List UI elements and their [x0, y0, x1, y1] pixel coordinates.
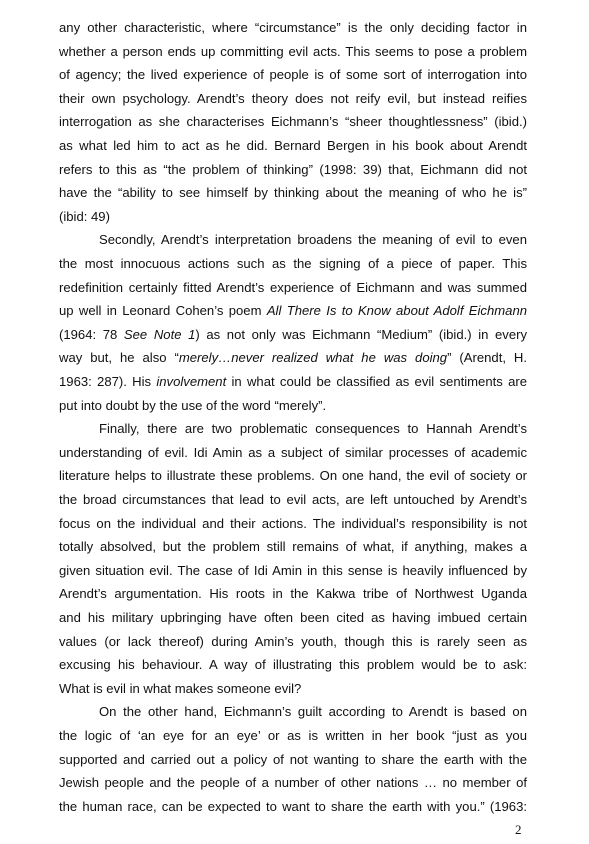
text-segment: redefinition certainly fitted Arendt’s experience of Eichmann and was summed [59, 279, 527, 295]
text-segment: the most innocuous actions such as the signing of a piece of paper. This [59, 256, 527, 271]
text-segment: 1963: 287). His [59, 374, 157, 389]
text-segment: Arendt’s argumentation. His roots in the Kakwa tribe of Northwest Uganda [59, 586, 527, 602]
text-segment: the logic of ‘an eye for an eye’ or as is written in her book “just as you [59, 728, 527, 743]
text-line [59, 158, 527, 182]
text-segment: literature helps to illustrate these problems. On one hand, the evil of society or [59, 468, 527, 484]
page-number: 2 [515, 822, 522, 837]
text-line [59, 795, 527, 819]
text-segment: (ibid: 49) [59, 208, 110, 224]
text-line [59, 582, 527, 606]
text-line [59, 252, 527, 276]
text-segment: Jewish people and the people of a number of other nations … no member of [59, 775, 527, 791]
text-segment: interrogation as she characterises Eichmann’s “sheer thoughtlessness” (ibid.) [59, 114, 527, 130]
text-line [59, 394, 527, 418]
text-segment: Secondly, Arendt’s interpretation broadens the meaning of evil to even [99, 232, 527, 248]
text-line [99, 417, 527, 441]
text-line [59, 134, 527, 158]
text-line [59, 87, 527, 111]
text-segment: and his military upbringing have often been cited as having imbued certain [59, 610, 527, 625]
text-segment: refers to this as “the problem of thinking” (1998: 39) that, Eichmann did not [59, 161, 527, 177]
text-segment: What is evil in what makes someone evil? [59, 680, 302, 696]
text-segment: any other characteristic, where “circumstance” is the only deciding factor in [59, 20, 527, 35]
text-segment: as what led him to act as he did. Bernard Bergen in his book about Arendt [59, 138, 527, 153]
text-segment: of agency; the lived experience of people is of some sort of interrogation into [59, 67, 527, 83]
text-line [59, 488, 527, 512]
text-segment: the human race, can be expected to want to share the earth with you.” (1963: [59, 798, 527, 814]
text-segment: supported and carried out a policy of not wanting to share the earth with the [59, 751, 527, 767]
text-segment: totally absolved, but the problem still remains of what, if anything, makes a [59, 539, 527, 555]
text-line [59, 63, 527, 87]
text-segment: whether a person ends up committing evil acts. This seems to pose a problem [59, 43, 527, 59]
text-line [59, 724, 527, 748]
text-line [59, 441, 527, 465]
text-line [59, 653, 527, 677]
text-line [59, 205, 527, 229]
text-segment: values (or lack thereof) during Amin’s youth, though this is rarely seen as [59, 633, 527, 649]
text-segment: the broad circumstances that lead to evil acts, are left untouched by Arendt’s [59, 492, 527, 507]
italic-text: See Note 1 [123, 326, 196, 342]
italic-text: merely…never realized what he was doing [178, 350, 448, 366]
text-segment: excusing his behaviour. A way of illustrating this problem would be to ask: [59, 657, 527, 673]
text-segment: put into doubt by the use of the word “merely”. [59, 397, 327, 413]
text-line [59, 606, 527, 630]
text-segment: Finally, there are two problematic consequences to Hannah Arendt’s [99, 421, 527, 437]
text-line [59, 630, 527, 654]
text-segment: understanding of evil. Idi Amin as a subject of similar processes of academic [59, 444, 527, 460]
text-line [99, 700, 527, 724]
text-line [59, 16, 527, 40]
text-segment: have the “ability to see himself by thinking about the meaning of who he is” [59, 185, 527, 201]
text-segment: their own psychology. Arendt’s theory does not reify evil, but instead reifies [59, 90, 527, 106]
text-line [99, 228, 527, 252]
text-segment: given situation evil. The case of Idi Amin in this sense is heavily influenced by [59, 562, 527, 578]
text-segment: in what could be classified as evil sentiments are [226, 374, 527, 389]
text-line [59, 370, 527, 394]
text-line [59, 535, 527, 559]
text-line [59, 677, 527, 701]
text-line [59, 276, 527, 300]
text-line [59, 40, 527, 64]
text-line [59, 181, 527, 205]
text-segment: ” (Arendt, H. [447, 350, 528, 366]
italic-text: All There Is to Know about Adolf Eichmann [266, 303, 528, 319]
text-line [59, 346, 527, 370]
text-segment: way but, he also “ [59, 350, 179, 366]
text-segment: up well in Leonard Cohen’s poem [59, 303, 267, 319]
text-line [59, 299, 527, 323]
text-line [59, 559, 527, 583]
text-line [59, 748, 527, 772]
text-line [59, 464, 527, 488]
text-line [59, 512, 527, 536]
text-segment: On the other hand, Eichmann’s guilt according to Arendt is based on [99, 704, 527, 720]
text-segment: ) as not only was Eichmann “Medium” (ibid.) in every [195, 326, 528, 342]
italic-text: involvement [156, 374, 227, 389]
text-line [59, 110, 527, 134]
text-segment: focus on the individual and their actions. The individual’s responsibility is not [59, 515, 527, 531]
text-line [59, 323, 527, 347]
text-line [59, 771, 527, 795]
text-segment: (1964: 78 [59, 326, 124, 342]
